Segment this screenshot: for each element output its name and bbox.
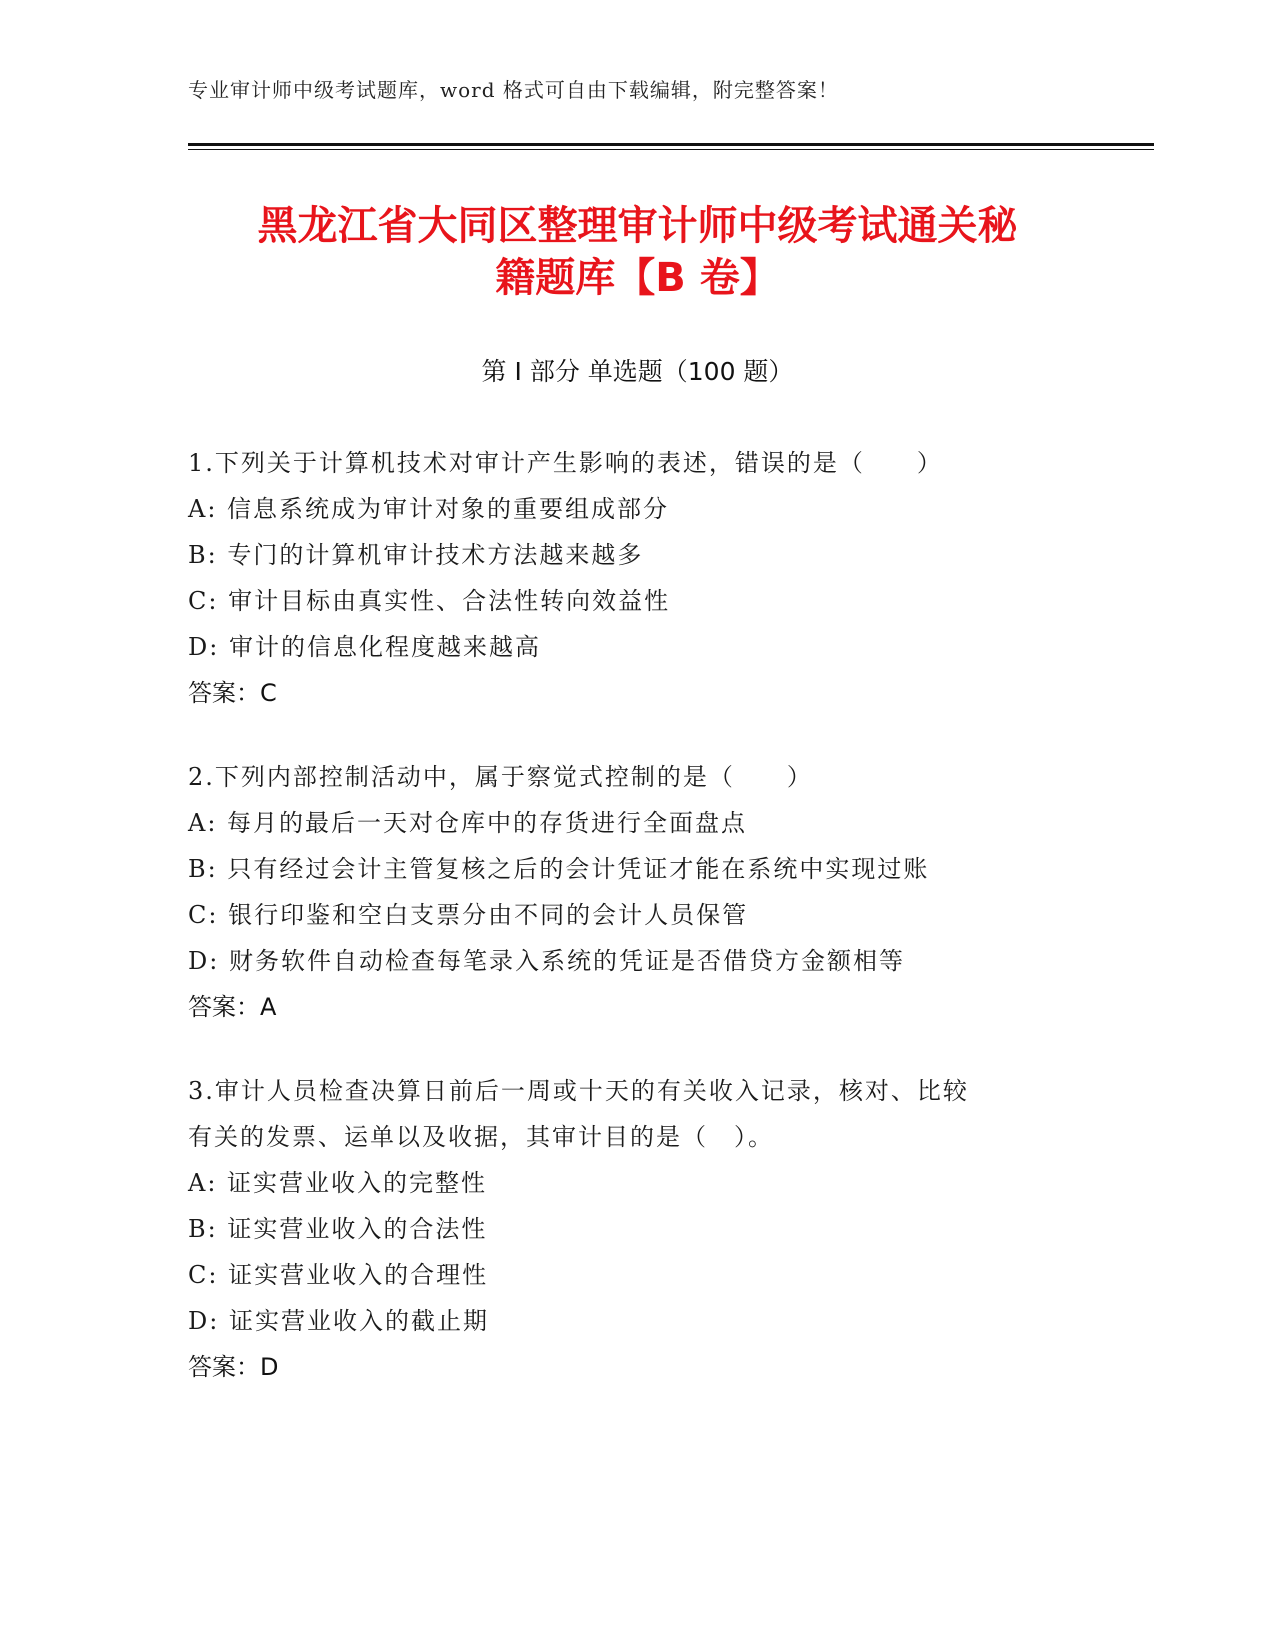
header-divider-thin <box>188 149 1154 150</box>
option-b: B: 专门的计算机审计技术方法越来越多 <box>188 541 644 569</box>
question-stem-line-2: 有关的发票、运单以及收据，其审计目的是（ ）。 <box>188 1123 774 1151</box>
document-title-line-1: 黑龙江省大同区整理审计师中级考试通关秘 <box>257 203 1018 249</box>
option-a: A: 证实营业收入的完整性 <box>188 1169 488 1197</box>
option-b: B: 只有经过会计主管复核之后的会计凭证才能在系统中实现过账 <box>188 855 930 883</box>
answer: 答案：A <box>188 993 277 1021</box>
option-c: C: 银行印鉴和空白支票分由不同的会计人员保管 <box>188 901 749 929</box>
section-title: 第 I 部分 单选题（100 题） <box>481 357 794 386</box>
option-b: B: 证实营业收入的合法性 <box>188 1215 488 1243</box>
header-note: 专业审计师中级考试题库，word 格式可自由下载编辑，附完整答案！ <box>188 78 839 102</box>
question-3 <box>188 1068 1068 1390</box>
question-stem: 1.下列关于计算机技术对审计产生影响的表述，错误的是（ ） <box>188 449 943 477</box>
question-stem: 2.下列内部控制活动中，属于察觉式控制的是（ ） <box>188 763 813 791</box>
option-a: A: 每月的最后一天对仓库中的存货进行全面盘点 <box>188 809 748 837</box>
question-1 <box>188 440 1068 716</box>
option-d: D: 证实营业收入的截止期 <box>188 1307 489 1335</box>
document-title-line-2: 籍题库【B 卷】 <box>495 255 780 301</box>
question-2 <box>188 754 1068 1030</box>
header-divider-thick <box>188 143 1154 146</box>
option-c: C: 证实营业收入的合理性 <box>188 1261 489 1289</box>
answer: 答案：D <box>188 1353 279 1381</box>
option-c: C: 审计目标由真实性、合法性转向效益性 <box>188 587 671 615</box>
document-title <box>150 200 1125 304</box>
option-a: A: 信息系统成为审计对象的重要组成部分 <box>188 495 670 523</box>
option-d: D: 审计的信息化程度越来越高 <box>188 633 541 661</box>
question-stem-line-1: 3.审计人员检查决算日前后一周或十天的有关收入记录，核对、比较 <box>188 1077 969 1105</box>
answer: 答案：C <box>188 679 277 707</box>
option-d: D: 财务软件自动检查每笔录入系统的凭证是否借贷方金额相等 <box>188 947 905 975</box>
question-list <box>188 440 1068 1428</box>
